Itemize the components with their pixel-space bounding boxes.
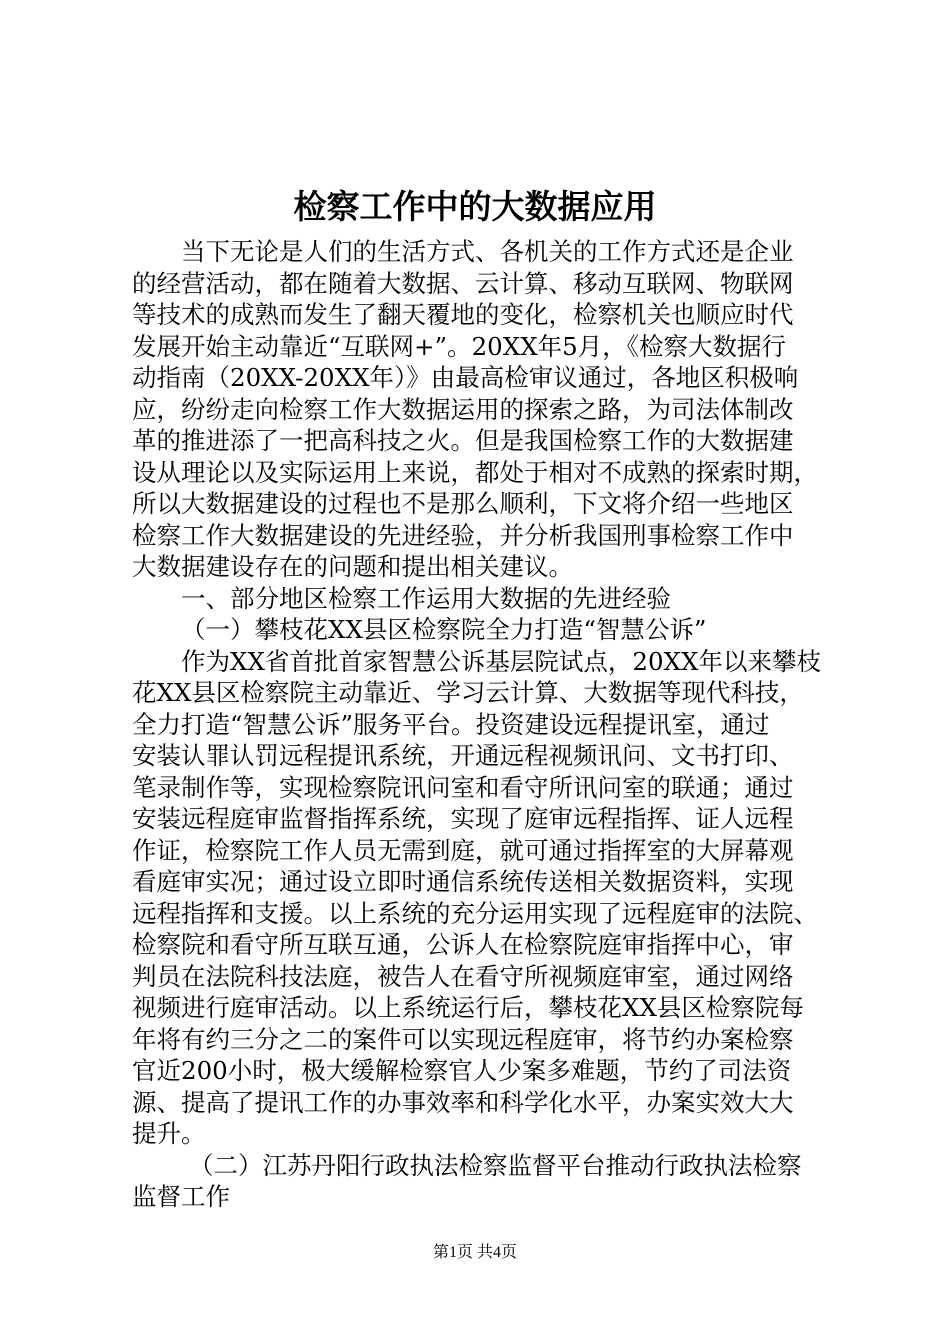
paragraph-line: 作证，检察院工作人员无需到庭，就可通过指挥室的大屏幕观 [132, 835, 794, 865]
paragraph-line: 提升。 [132, 1119, 206, 1148]
page-footer: 第1页 共4页 [432, 1244, 517, 1261]
paragraph-line: 革的推进添了一把高科技之火。但是我国检察工作的大数据建 [132, 426, 794, 455]
paragraph-line: 看庭审实况；通过设立即时通信系统传送相关数据资料，实现 [132, 867, 794, 896]
section-heading: 一、部分地区检察工作运用大数据的先进经验 [181, 583, 671, 613]
paragraph-line: 设从理论以及实际运用上来说，都处于相对不成熟的探索时期， [132, 457, 818, 487]
paragraph-line: 大数据建设存在的问题和提出相关建议。 [132, 552, 573, 581]
paragraph-line: 检察院和看守所互联互通，公诉人在检察院庭审指挥中心，审 [132, 930, 794, 959]
paragraph-line: 应，纷纷走向检察工作大数据运用的探索之路，为司法体制改 [132, 394, 794, 424]
paragraph-line: 检察工作大数据建设的先进经验，并分析我国刑事检察工作中 [132, 520, 794, 550]
paragraph-line: 年将有约三分之二的案件可以实现远程庭审，将节约办案检察 [132, 1024, 794, 1054]
paragraph-line: 所以大数据建设的过程也不是那么顺利，下文将介绍一些地区 [132, 489, 794, 518]
document-body [132, 236, 842, 1213]
paragraph-line: 作为XX省首批首家智慧公诉基层院试点，20XX年以来攀枝 [181, 646, 821, 676]
paragraph-line: 视频进行庭审活动。以上系统运行后，攀枝花XX县区检察院每 [132, 993, 804, 1022]
paragraph-line: 笔录制作等，实现检察院讯问室和看守所讯问室的联通；通过 [132, 772, 794, 802]
paragraph-line: 判员在法院科技法庭，被告人在看守所视频庭审室，通过网络 [132, 961, 794, 991]
paragraph-line: 动指南（20XX-20XX年）》由最高检审议通过，各地区积极响 [132, 363, 799, 392]
paragraph-line: 源、提高了提讯工作的办事效率和科学化水平，办案实效大大 [132, 1087, 794, 1117]
paragraph-line: 发展开始主动靠近“互联网+”。20XX年5月，《检察大数据行 [132, 331, 786, 361]
paragraph-line: 等技术的成熟而发生了翻天覆地的变化，检察机关也顺应时代 [132, 300, 794, 329]
paragraph-line: 安装远程庭审监督指挥系统，实现了庭审远程指挥、证人远程 [132, 804, 794, 833]
paragraph-line: 全力打造“智慧公诉”服务平台。投资建设远程提讯室，通过 [132, 709, 770, 739]
subsection-heading: （一）攀枝花XX县区检察院全力打造“智慧公诉” [181, 615, 707, 644]
document-title: 检察工作中的大数据应用 [293, 187, 657, 226]
paragraph-line: 远程指挥和支援。以上系统的充分运用实现了远程庭审的法院、 [132, 898, 818, 928]
paragraph-line: 安装认罪认罚远程提讯系统，开通远程视频讯问、文书打印、 [132, 741, 794, 770]
subsection-heading: （二）江苏丹阳行政执法检察监督平台推动行政执法检察 [189, 1150, 802, 1180]
paragraph-line: 的经营活动，都在随着大数据、云计算、移动互联网、物联网 [132, 268, 794, 298]
subsection-heading-continued: 监督工作 [132, 1182, 230, 1211]
paragraph-line: 官近200小时，极大缓解检察官人少案多难题，节约了司法资 [132, 1056, 792, 1085]
paragraph-line: 花XX县区检察院主动靠近、学习云计算、大数据等现代科技， [132, 678, 804, 707]
paragraph-line: 当下无论是人们的生活方式、各机关的工作方式还是企业 [181, 237, 794, 266]
